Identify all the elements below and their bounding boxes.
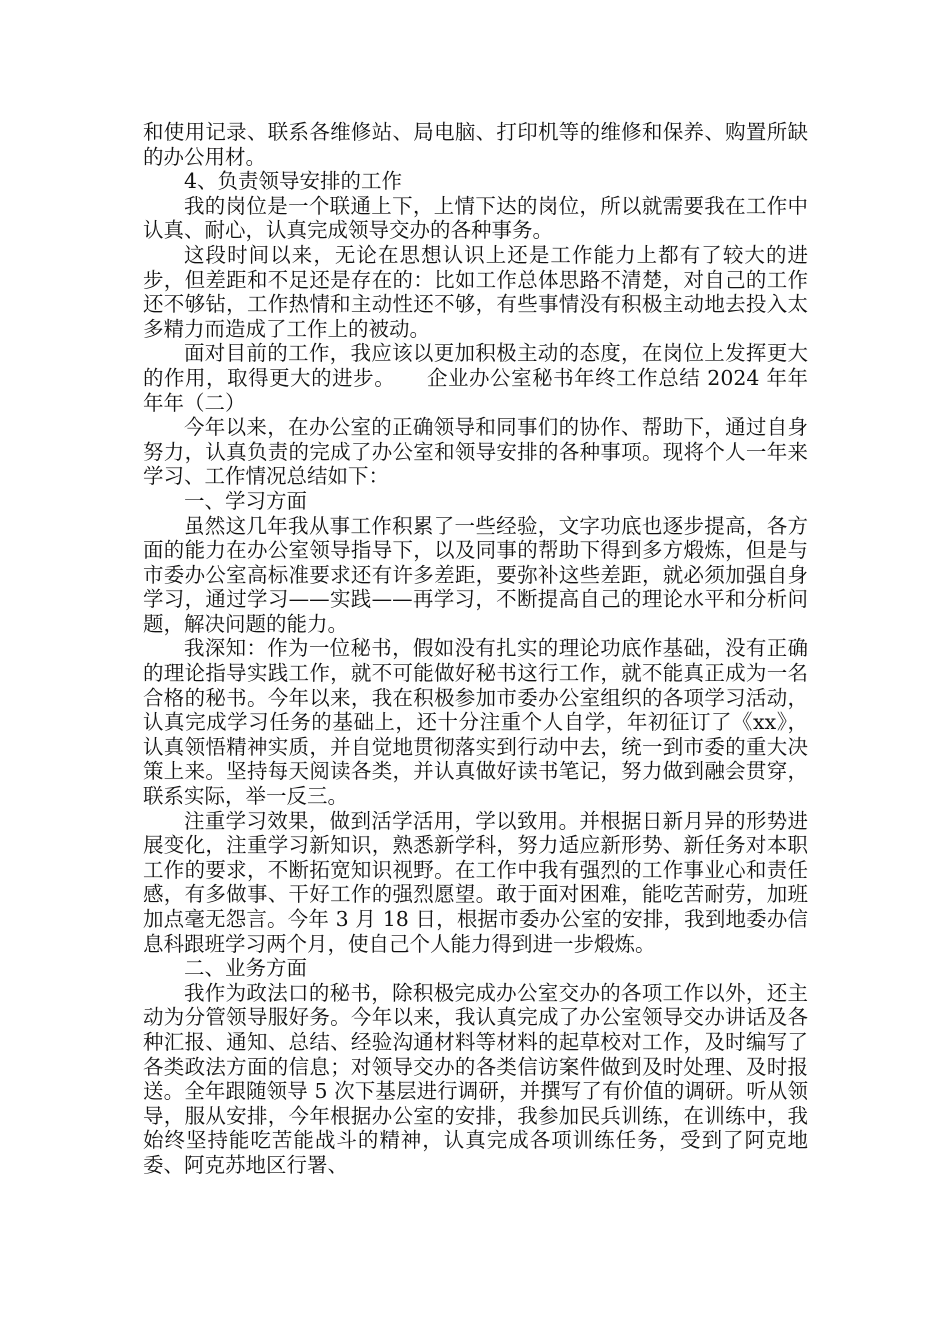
paragraph: 虽然这几年我从事工作积累了一些经验，文字功底也逐步提高，各方面的能力在办公室领导指导下，以及同事的帮助下得到多方煅炼，但是与市委办公室高标准要求还有许多差距，要弥补这些差距，就必须加强自身学习，通过学习——实践——再学习，不断提高自己的理论水平和分析问题，解决问题的能力。: [143, 513, 808, 636]
section-item-heading: 4、负责领导安排的工作: [184, 169, 403, 194]
paragraph: 面对目前的工作，我应该以更加积极主动的态度，在岗位上发挥更大的作用，取得更大的进步。 企业办公室秘书年终工作总结 2024 年年年年（二）: [143, 341, 808, 415]
paragraph: 我深知：作为一位秘书，假如没有扎实的理论功底作基础，没有正确的理论指导实践工作，就不可能做好秘书这行工作，就不能真正成为一名合格的秘书。今年以来，我在积极参加市委办公室组织的各项学习活动，认真完成学习任务的基础上，还十分注重个人自学，年初征订了《xx》，认真领悟精神实质，并自觉地贯彻落实到行动中去，统一到市委的重大决策上来。坚持每天阅读各类，并认真做好读书笔记，努力做到融会贯穿，联系实际，举一反三。: [143, 636, 808, 809]
paragraph: 注重学习效果，做到活学活用，学以致用。并根据日新月异的形势进展变化，注重学习新知识，熟悉新学科，努力适应新形势、新任务对本职工作的要求，不断拓宽知识视野。在工作中我有强烈的工作事业心和责任感，有多做事、干好工作的强烈愿望。敢于面对困难，能吃苦耐劳，加班加点毫无怨言。今年 3 月 18 日，根据市委办公室的安排，我到地委办信息科跟班学习两个月，使自己个人能力得到进一步煅炼。: [143, 808, 808, 956]
section-heading: 二、业务方面: [184, 956, 307, 981]
section-heading: 一、学习方面: [184, 488, 307, 513]
paragraph: 我作为政法口的秘书，除积极完成办公室交办的各项工作以外，还主动为分管领导服好务。今年以来，我认真完成了办公室领导交办讲话及各种汇报、通知、总结、经验沟通材料等材料的起草校对工作，及时编写了各类政法方面的信息；对领导交办的各类信访案件做到及时处理、及时报送。全年跟随领导 5 次下基层进行调研，并撰写了有价值的调研。听从领导，服从安排，今年根据办公室的安排，我参加民兵训练，在训练中，我始终坚持能吃苦能战斗的精神，认真完成各项训练任务，受到了阿克地委、阿克苏地区行署、: [143, 980, 808, 1177]
paragraph: 这段时间以来，无论在思想认识上还是工作能力上都有了较大的进步，但差距和不足还是存在的：比如工作总体思路不清楚，对自己的工作还不够钻，工作热情和主动性还不够，有些事情没有积极主动地去投入太多精力而造成了工作上的被动。: [143, 242, 808, 341]
paragraph: 我的岗位是一个联通上下，上情下达的岗位，所以就需要我在工作中认真、耐心，认真完成领导交办的各种事务。: [143, 193, 808, 243]
paragraph: 和使用记录、联系各维修站、局电脑、打印机等的维修和保养、购置所缺的办公用材。: [143, 120, 808, 169]
document-body: [143, 120, 808, 1178]
paragraph: 今年以来，在办公室的正确领导和同事们的协作、帮助下，通过自身努力，认真负责的完成了办公室和领导安排的各种事项。现将个人一年来学习、工作情况总结如下：: [143, 415, 808, 489]
